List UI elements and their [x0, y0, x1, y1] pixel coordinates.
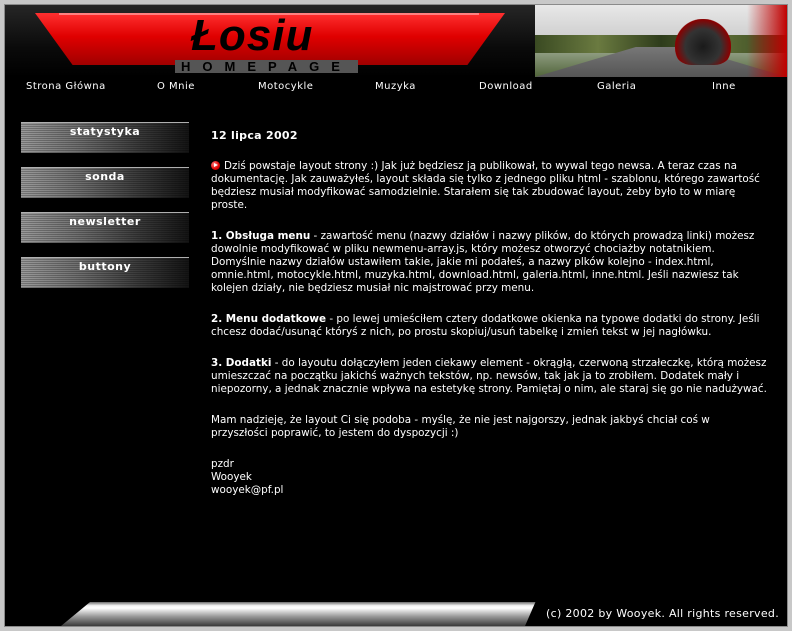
news-content	[211, 129, 767, 497]
section-title: 3. Dodatki	[211, 357, 272, 369]
nav-item-strona-glowna[interactable]: Strona Główna	[26, 81, 106, 92]
sidebar-box-statystyka[interactable]	[21, 122, 189, 153]
nav-item-galeria[interactable]: Galeria	[597, 81, 637, 92]
main-menu	[5, 77, 787, 97]
signature-email[interactable]: wooyek@pf.pl	[211, 484, 284, 496]
nav-item-motocykle[interactable]: Motocykle	[258, 81, 314, 92]
copyright-text: (c) 2002 by Wooyek. All rights reserved.	[546, 607, 779, 620]
page-frame	[4, 4, 788, 627]
signature	[211, 458, 767, 497]
logo-subtitle: HOMEPAGE	[175, 60, 358, 73]
motorcycle-icon	[675, 19, 731, 65]
site-logo[interactable]: Łosiu	[191, 11, 314, 60]
news-date: 12 lipca 2002	[211, 129, 298, 142]
section-title: 1. Obsługa menu	[211, 230, 311, 242]
doc-section-addons: 3. Dodatki - do layoutu dołączyłem jeden ciekawy element - okrągłą, czerwoną strzałeczkę, którą możesz umieszczać na początku jakichś ważnych tekstów, np. newsów, tak jak ja to zrobiłem. Dodatek mały i niepozorny, a jednak znacznie wpływa na estetykę strony. Pamiętaj o nim, ale staraj się go nie nadużywać.	[211, 357, 767, 395]
header-banner	[5, 5, 787, 77]
sidebar-box-sonda[interactable]	[21, 167, 189, 198]
sidebar-box-title: buttony	[78, 260, 132, 273]
signature-name: Wooyek	[211, 471, 252, 483]
sidebar-box-title: newsletter	[69, 215, 141, 228]
sidebar-box-title: statystyka	[69, 125, 141, 138]
doc-section-menu: 1. Obsługa menu - zawartość menu (nazwy działów i nazwy plików, do których prowadzą linki) możesz dowolnie modyfikować w pliku newmenu-array.js, który możesz otworzyć chociażby notatnikiem. Domyślnie nazwy działów ustawiłem takie, jakie mi podałeś, a nazwy plków kolejno - index.html, omnie.html, motocykle.html, muzyka.html, download.html, galeria.html, inne.html. Jeśli nazwiesz tak kolejen działy, nie będziesz musiał nic majstrować przy menu.	[211, 230, 755, 294]
sidebar-box-title: sonda	[85, 170, 125, 183]
section-title: 2. Menu dodatkowe	[211, 313, 327, 325]
red-arrow-bullet-icon	[211, 161, 220, 170]
motorcycle-photo	[535, 5, 787, 77]
footer	[5, 602, 787, 626]
nav-item-muzyka[interactable]: Muzyka	[375, 81, 416, 92]
sidebar-box-newsletter[interactable]	[21, 212, 189, 243]
sidebar-box-buttony[interactable]	[21, 257, 189, 288]
nav-item-inne[interactable]: Inne	[712, 81, 736, 92]
signature-greeting: pzdr	[211, 458, 234, 470]
nav-item-download[interactable]: Download	[479, 81, 533, 92]
closing-text: Mam nadzieję, że layout Ci się podoba - myślę, że nie jest najgorszy, jednak jakbyś chciał coś w przyszłości poprawić, to jestem do dyspozycji :)	[211, 414, 710, 439]
doc-section-extra-menu: 2. Menu dodatkowe - po lewej umieściłem cztery dodatkowe okienka na typowe dodatki do strony. Jeśli chcesz dodać/usunąć któryś z nich, po prostu skopiuj/usuń tabelkę i zmień tekst w jej nagłówku.	[211, 313, 760, 338]
news-intro: Dziś powstaje layout strony :) Jak już będziesz ją publikował, to wywal tego newsa. A teraz czas na dokumentację. Jak zauważyłeś, layout składa się tylko z jednego pliku html - szablonu, którego zawartość będziesz musiał modyfikować samodzielnie. Starałem się tak zbudować layout, żeby było to w miarę proste.	[211, 160, 760, 211]
nav-item-o-mnie[interactable]: O Mnie	[157, 81, 195, 92]
